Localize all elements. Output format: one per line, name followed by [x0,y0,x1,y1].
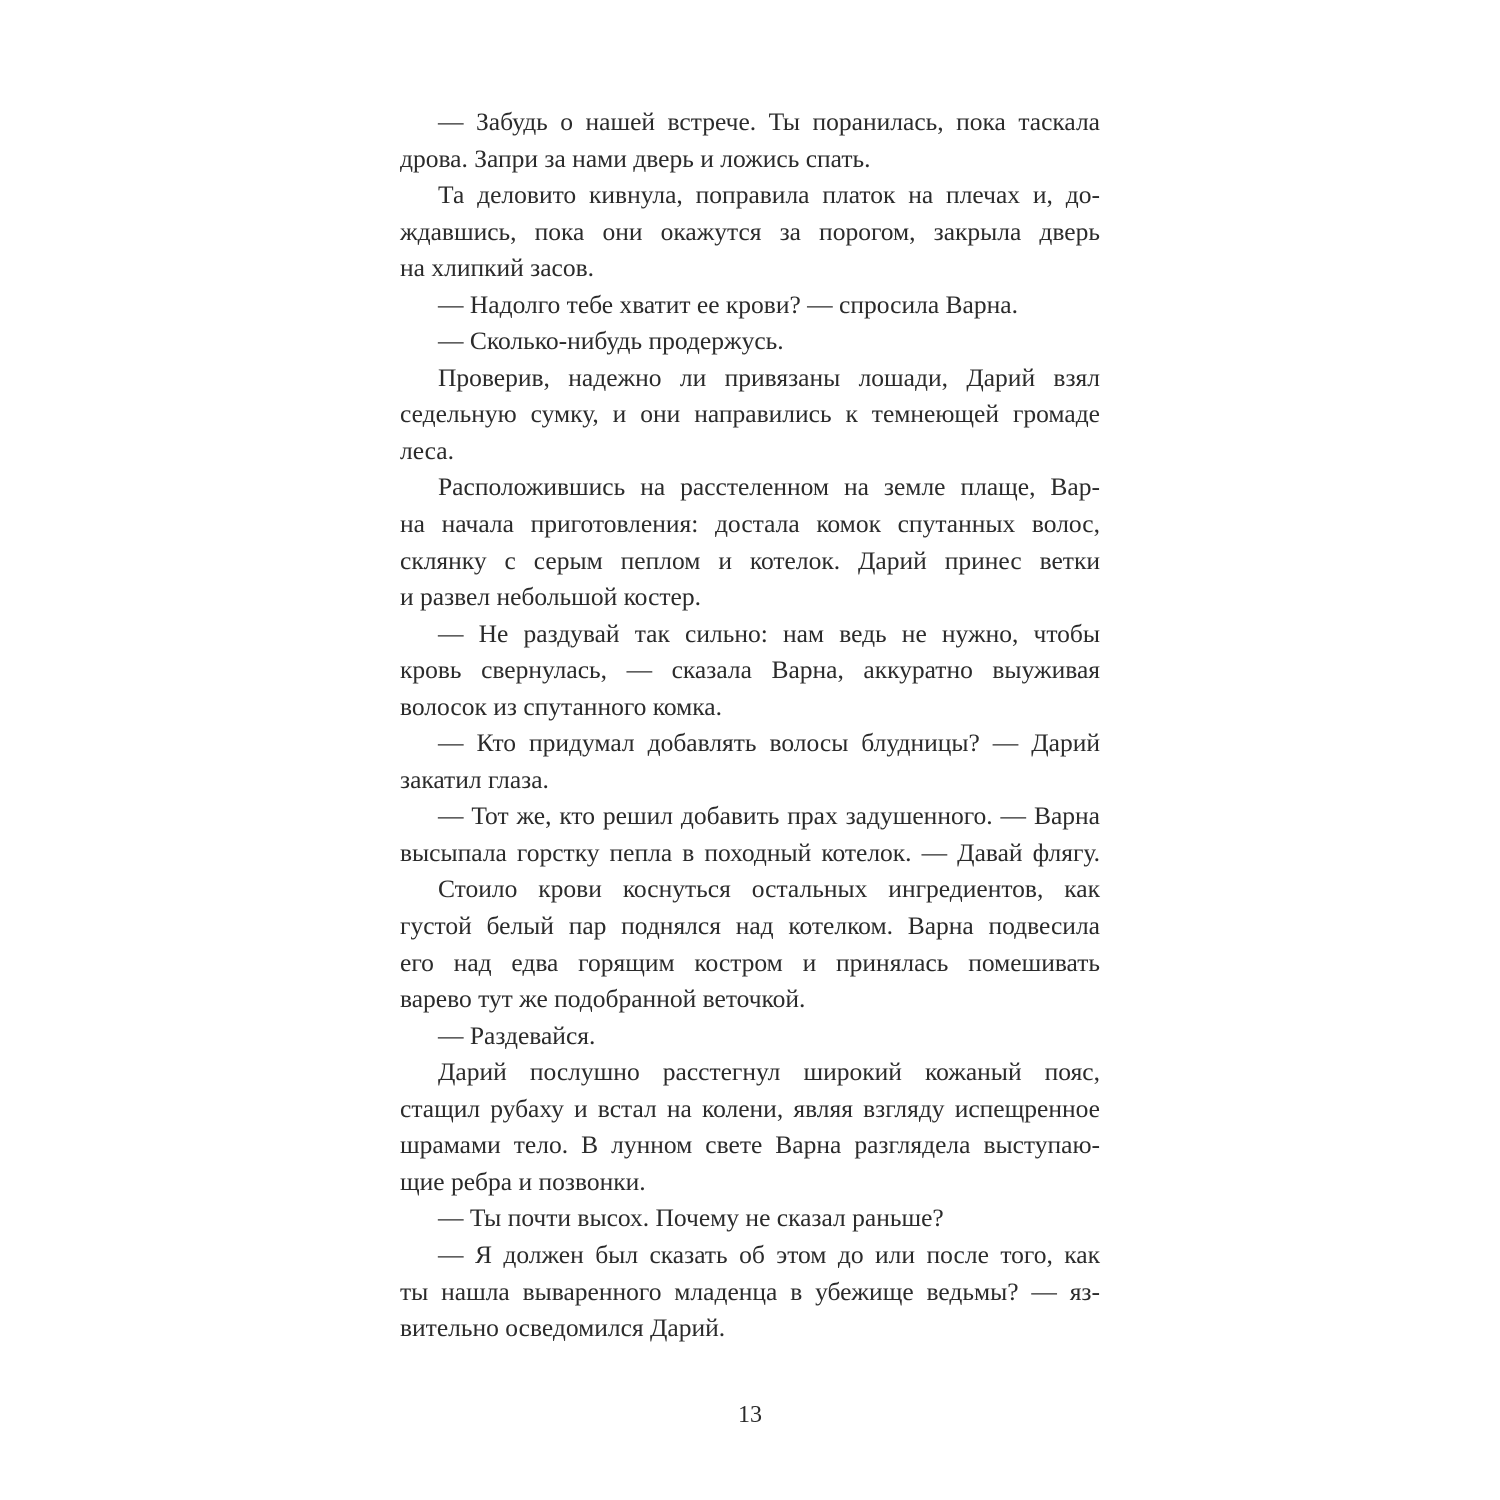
text-line: леса. [400,435,455,465]
text-line: его над едва горящим костром и принялась помешивать [400,947,1100,977]
text-line: ты нашла вываренного младенца в убежище ведьмы? — яз- [400,1276,1100,1306]
text-line: седельную сумку, и они направились к темнеющей громаде [400,399,1100,429]
text-line: щие ребра и позвонки. [400,1166,646,1196]
text-line: кровь свернулась, — сказала Варна, аккуратно выуживая [400,655,1100,685]
text-line: Дарий послушно расстегнул широкий кожаный пояс, [438,1057,1100,1087]
text-line: — Забудь о нашей встрече. Ты поранилась, пока таскала [438,107,1100,136]
text-line: дрова. Запри за нами дверь и ложись спать. [400,143,871,173]
text-line: — Надолго тебе хватит ее крови? — спросила Варна. [438,289,1018,319]
text-line: закатил глаза. [400,764,549,794]
body-text [400,104,1100,1347]
text-line: густой белый пар поднялся над котелком. Варна подвесила [400,911,1100,941]
text-line: стащил рубаху и встал на колени, являя взгляду испещренное [400,1093,1100,1123]
page-number: 13 [738,1402,762,1428]
text-line: — Тот же, кто решил добавить прах задушенного. — Варна [438,801,1100,831]
text-line: ждавшись, пока они окажутся за порогом, закрыла дверь [400,216,1100,246]
text-line: — Кто придумал добавлять волосы блудницы? — Дарий [438,728,1100,758]
text-line: Расположившись на расстеленном на земле плаще, Вар- [438,472,1100,502]
text-line: Стоило крови коснуться остальных ингредиентов, как [438,874,1100,904]
text-line: Проверив, надежно ли привязаны лошади, Дарий взял [438,362,1100,392]
text-line: варево тут же подобранной веточкой. [400,984,806,1014]
text-line: и развел небольшой костер. [400,582,701,612]
text-line: на начала приготовления: достала комок спутанных волос, [400,509,1100,539]
text-line: — Не раздувай так сильно: нам ведь не нужно, чтобы [438,618,1100,648]
text-line: шрамами тело. В лунном свете Варна разглядела выступаю- [400,1130,1100,1160]
text-line: — Ты почти высох. Почему не сказал раньше? [438,1203,944,1233]
text-line: — Я должен был сказать об этом до или после того, как [438,1239,1100,1269]
text-line: волосок из спутанного комка. [400,691,722,721]
text-line: на хлипкий засов. [400,253,595,283]
text-line: Та деловито кивнула, поправила платок на плечах и, до- [438,180,1100,210]
text-line: высыпала горстку пепла в походный котелок. — Давай флягу. [400,837,1100,867]
text-line: — Сколько-нибудь продержусь. [438,326,784,356]
text-line: — Раздевайся. [438,1020,596,1050]
text-line: склянку с серым пеплом и котелок. Дарий принес ветки [400,545,1100,575]
text-line: вительно осведомился Дарий. [400,1313,726,1343]
